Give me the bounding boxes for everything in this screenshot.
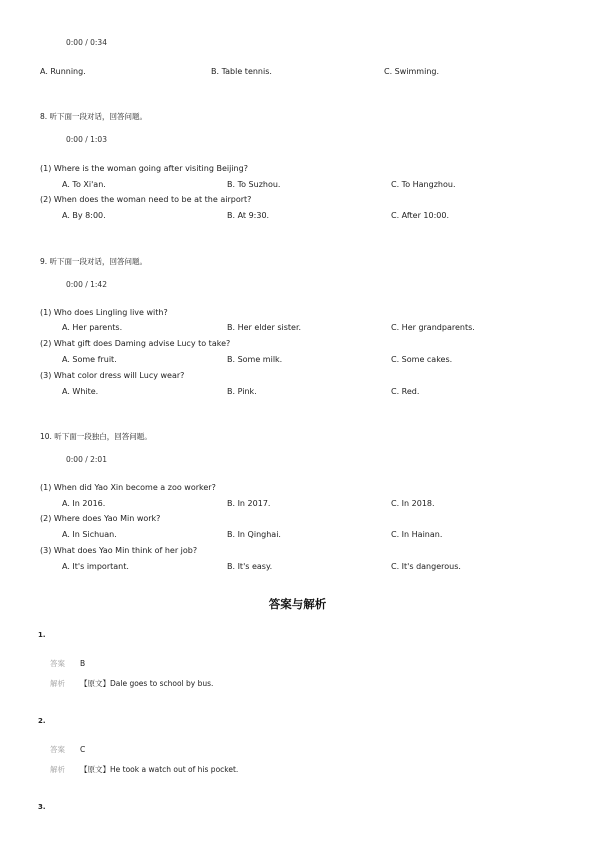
q7-audio-player[interactable]: 0:00 / 0:34 [66, 38, 107, 47]
q10-sub3-question: (3) What does Yao Min think of her job? [40, 546, 198, 555]
q9-sub1-question: (1) Who does Lingling live with? [40, 308, 168, 317]
q9-sub2-question: (2) What gift does Daming advise Lucy to take? [40, 339, 231, 348]
q10-header: 10. 听下面一段独白，回答问题。 [40, 432, 152, 441]
q10-sub2-option-c[interactable]: C. In Hainan. [391, 530, 443, 539]
answers-section-title: 答案与解析 [268, 597, 327, 611]
answer-item-1-answer: B [80, 659, 86, 668]
answer-item-2-answer-label: 答案 [50, 745, 65, 754]
q8-sub2-question: (2) When does the woman need to be at the airport? [40, 195, 252, 204]
q8-sub2-option-b[interactable]: B. At 9:30. [227, 211, 270, 220]
answer-item-2-number: 2. [38, 717, 46, 725]
q9-sub1-option-c[interactable]: C. Her grandparents. [391, 323, 475, 332]
q7-option-a[interactable]: A. Running. [40, 67, 86, 76]
q9-sub2-option-a[interactable]: A. Some fruit. [62, 355, 117, 364]
q9-audio-player[interactable]: 0:00 / 1:42 [66, 280, 107, 289]
q9-sub2-option-b[interactable]: B. Some milk. [227, 355, 283, 364]
q10-sub3-option-c[interactable]: C. It's dangerous. [391, 562, 461, 571]
q7-option-b[interactable]: B. Table tennis. [211, 67, 272, 76]
q8-sub2-option-c[interactable]: C. After 10:00. [391, 211, 450, 220]
q8-sub1-option-a[interactable]: A. To Xi'an. [62, 180, 106, 189]
answer-item-2-analysis-label: 解析 [50, 765, 65, 774]
q10-sub2-option-b[interactable]: B. In Qinghai. [227, 530, 281, 539]
q10-sub1-question: (1) When did Yao Xin become a zoo worker? [40, 483, 216, 492]
q10-sub1-option-b[interactable]: B. In 2017. [227, 499, 271, 508]
q10-sub1-option-c[interactable]: C. In 2018. [391, 499, 435, 508]
q10-sub2-option-a[interactable]: A. In Sichuan. [62, 530, 117, 539]
q8-header: 8. 听下面一段对话，回答问题。 [40, 112, 148, 121]
q9-sub1-option-a[interactable]: A. Her parents. [62, 323, 123, 332]
q9-sub1-option-b[interactable]: B. Her elder sister. [227, 323, 302, 332]
q7-option-c[interactable]: C. Swimming. [384, 67, 440, 76]
q9-sub3-option-c[interactable]: C. Red. [391, 387, 420, 396]
q9-header: 9. 听下面一段对话，回答问题。 [40, 257, 148, 266]
answer-item-1-analysis-label: 解析 [50, 679, 65, 688]
q9-sub3-option-b[interactable]: B. Pink. [227, 387, 257, 396]
q10-sub1-option-a[interactable]: A. In 2016. [62, 499, 106, 508]
q8-sub1-option-b[interactable]: B. To Suzhou. [227, 180, 281, 189]
answer-item-1-number: 1. [38, 631, 46, 639]
q10-audio-player[interactable]: 0:00 / 2:01 [66, 455, 107, 464]
q9-sub3-option-a[interactable]: A. White. [62, 387, 99, 396]
answer-item-1-answer-label: 答案 [50, 659, 65, 668]
q9-sub3-question: (3) What color dress will Lucy wear? [40, 371, 185, 380]
q10-sub2-question: (2) Where does Yao Min work? [40, 514, 161, 523]
q8-sub2-option-a[interactable]: A. By 8:00. [62, 211, 106, 220]
q8-sub1-option-c[interactable]: C. To Hangzhou. [391, 180, 456, 189]
q8-sub1-question: (1) Where is the woman going after visiting Beijing? [40, 164, 248, 173]
answer-item-2-analysis: 【原文】He took a watch out of his pocket. [80, 765, 239, 774]
q8-audio-player[interactable]: 0:00 / 1:03 [66, 135, 107, 144]
answer-item-3-number: 3. [38, 803, 46, 811]
q9-sub2-option-c[interactable]: C. Some cakes. [391, 355, 453, 364]
answer-item-2-answer: C [80, 745, 86, 754]
q10-sub3-option-b[interactable]: B. It's easy. [227, 562, 273, 571]
answer-item-1-analysis: 【原文】Dale goes to school by bus. [80, 679, 214, 688]
q10-sub3-option-a[interactable]: A. It's important. [62, 562, 129, 571]
